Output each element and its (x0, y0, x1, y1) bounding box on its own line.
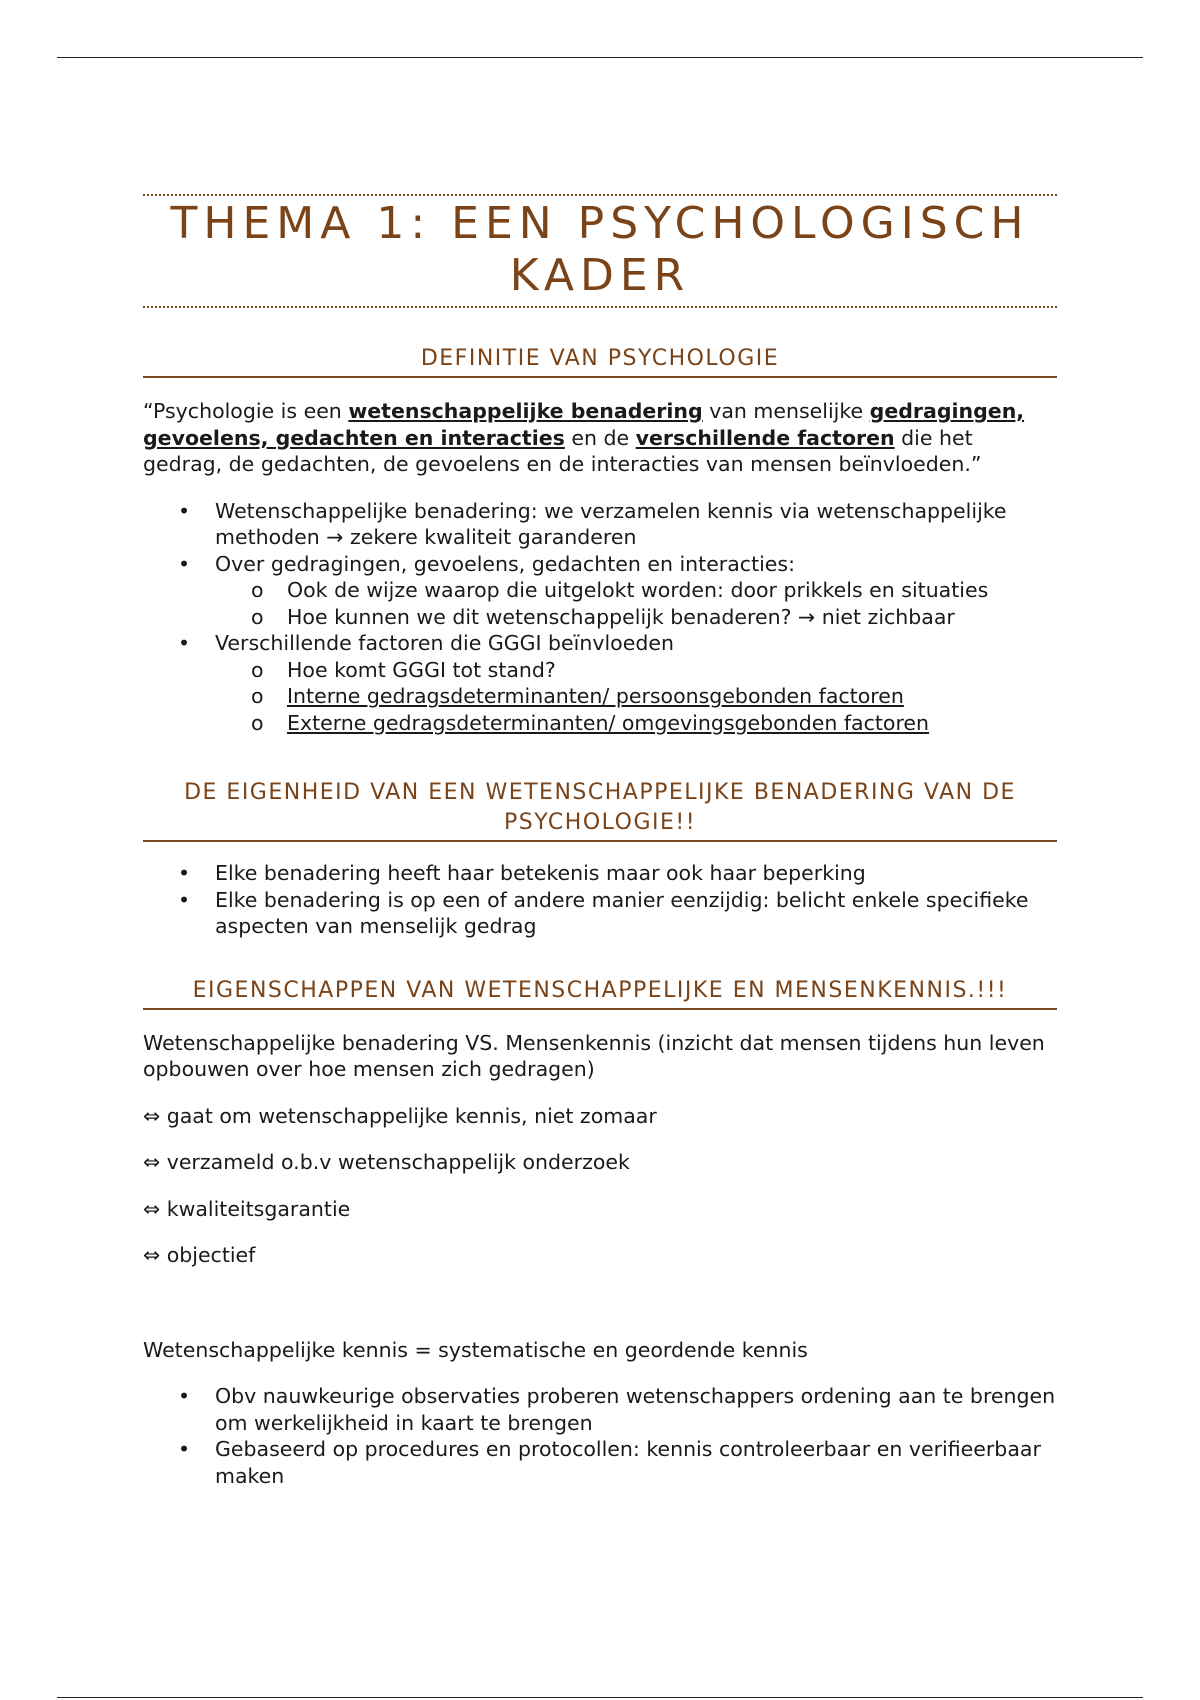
document-title (143, 194, 1057, 308)
bold-term-gggi: gedragingen, gevoelens, gedachten en interacties (143, 399, 1025, 450)
list-item: • Elke benadering is op een of andere manier eenzijdig: belicht enkele specifieke aspecten van menselijk gedrag (215, 887, 1057, 940)
list-item: • Obv nauwkeurige observaties proberen wetenschappers ordening aan te brengen om werkelijkheid in kaart te brengen (215, 1383, 1057, 1436)
list-item: • Over gedragingen, gevoelens, gedachten en interacties: o Ook de wijze waarop die uitgelokt worden: door prikkels en situaties o Hoe kunnen we dit wetenschappelijk benaderen? → niet zichbaar (215, 551, 1057, 631)
heading-eigenschappen: EIGENSCHAPPEN VAN WETENSCHAPPELIJKE EN MENSENKENNIS.!!! (143, 976, 1057, 1010)
eigenheid-bullets (143, 860, 1057, 940)
sub-list (143, 577, 1057, 630)
comparison-intro: Wetenschappelijke benadering VS. Mensenkennis (inzicht dat mensen tijdens hun leven opbouwen over hoe mensen zich gedragen) (143, 1030, 1045, 1081)
sub-list-item: o Externe gedragsdeterminanten/ omgevingsgebonden factoren (287, 710, 1057, 737)
title-line-1: THEMA 1: EEN PSYCHOLOGISCH (170, 198, 1030, 249)
list-item: • Gebaseerd op procedures en protocollen: kennis controleerbaar en verifieerbaar maken (215, 1436, 1057, 1489)
title-line-2: KADER (509, 250, 691, 301)
sub-list (143, 657, 1057, 737)
sub-list-item: o Hoe kunnen we dit wetenschappelijk benaderen? → niet zichbaar (287, 604, 1057, 631)
heading-eigenheid: DE EIGENHEID VAN EEN WETENSCHAPPELIJKE BENADERING VAN DE PSYCHOLOGIE!! (143, 778, 1057, 842)
page-bottom-rule (57, 1697, 1143, 1698)
sub-list-item: o Interne gedragsdeterminanten/ persoonsgebonden factoren (287, 683, 1057, 710)
definition-bullets (143, 498, 1057, 737)
bold-term-factoren: verschillende factoren (635, 425, 895, 450)
arrow-line: ⇔ kwaliteitsgarantie (143, 1196, 351, 1221)
definition-quote: “Psychologie is een wetenschappelijke benadering van menselijke gedragingen, gevoelens, gedachten en interacties en de verschillende factoren die het gedrag, de gedachten, de gevoelens en de interacties van mensen beïnvloeden.” (143, 399, 1025, 476)
document-body (143, 194, 1057, 1489)
definition-statement: Wetenschappelijke kennis = systematische en geordende kennis (143, 1337, 808, 1362)
page-top-rule (57, 57, 1143, 58)
arrow-line: ⇔ gaat om wetenschappelijke kennis, niet zomaar (143, 1103, 657, 1128)
arrow-line: ⇔ objectief (143, 1243, 256, 1267)
heading-definitie: DEFINITIE VAN PSYCHOLOGIE (143, 344, 1057, 378)
kennis-bullets (143, 1383, 1057, 1489)
sub-list-item: o Ook de wijze waarop die uitgelokt worden: door prikkels en situaties (287, 577, 1057, 604)
list-item: • Verschillende factoren die GGGI beïnvloeden o Hoe komt GGGI tot stand? o Interne gedragsdeterminanten/ persoonsgebonden factoren o Externe gedragsdeterminanten/ omgevingsgebonden factoren (215, 630, 1057, 736)
list-item: • Wetenschappelijke benadering: we verzamelen kennis via wetenschappelijke methoden → zekere kwaliteit garanderen (215, 498, 1057, 551)
sub-list-item: o Hoe komt GGGI tot stand? (287, 657, 1057, 684)
bold-term-benadering: wetenschappelijke benadering (348, 399, 703, 423)
list-item: • Elke benadering heeft haar betekenis maar ook haar beperking (215, 860, 1057, 887)
arrow-line: ⇔ verzameld o.b.v wetenschappelijk onderzoek (143, 1150, 630, 1174)
